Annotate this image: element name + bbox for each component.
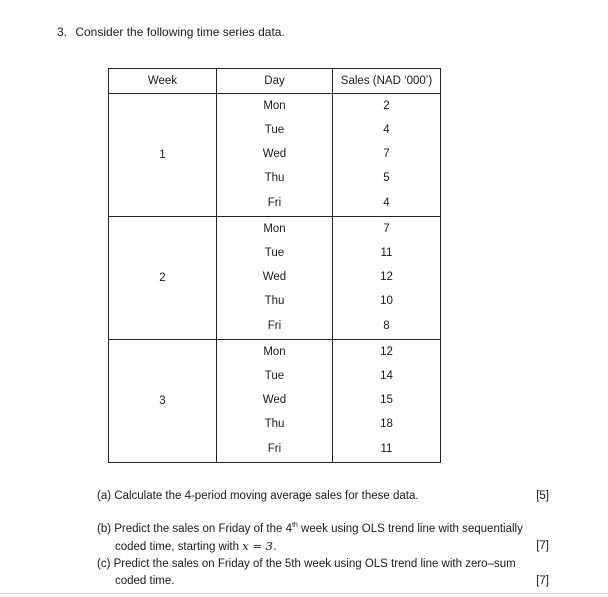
table-row xyxy=(109,217,441,242)
part-a-marks: [5] xyxy=(536,490,549,502)
sales-cell: 7 xyxy=(333,142,441,166)
sales-cell: 11 xyxy=(333,241,441,265)
sales-header: Sales (NAD ‘000’) xyxy=(333,69,441,94)
week-cell: 3 xyxy=(109,340,217,463)
part-c-line2: coded time. xyxy=(115,575,175,587)
day-cell: Thu xyxy=(217,166,333,190)
part-b-text: Predict the sales on Friday of the 4 xyxy=(114,523,292,535)
part-b xyxy=(97,521,549,556)
day-cell: Wed xyxy=(217,265,333,289)
day-cell: Fri xyxy=(217,313,333,340)
sales-cell: 2 xyxy=(333,94,441,119)
question-heading xyxy=(57,25,285,39)
day-cell: Thu xyxy=(217,412,333,436)
part-c-label: (c) xyxy=(97,558,111,570)
part-a-text: Calculate the 4-period moving average sales for these data. xyxy=(114,490,419,502)
sales-cell: 14 xyxy=(333,364,441,388)
part-c-text: Predict the sales on Friday of the 5th week using OLS trend line with zero–sum xyxy=(113,558,516,570)
week-cell: 2 xyxy=(109,217,217,340)
day-cell: Fri xyxy=(217,436,333,463)
day-cell: Tue xyxy=(217,241,333,265)
sales-cell: 10 xyxy=(333,289,441,313)
sales-cell: 18 xyxy=(333,412,441,436)
day-header: Day xyxy=(217,69,333,94)
day-cell: Wed xyxy=(217,388,333,412)
sales-cell: 4 xyxy=(333,190,441,217)
week-header: Week xyxy=(109,69,217,94)
sales-cell: 15 xyxy=(333,388,441,412)
part-b-marks: [7] xyxy=(536,540,549,552)
part-a xyxy=(97,488,549,505)
week-cell: 1 xyxy=(109,94,217,217)
sales-cell: 4 xyxy=(333,118,441,142)
day-cell: Fri xyxy=(217,190,333,217)
sales-cell: 8 xyxy=(333,313,441,340)
bottom-rule xyxy=(0,593,608,594)
part-b-line2: coded time, starting with xyxy=(115,541,243,553)
day-cell: Mon xyxy=(217,217,333,242)
table-row xyxy=(109,340,441,365)
day-cell: Tue xyxy=(217,118,333,142)
sales-cell: 11 xyxy=(333,436,441,463)
day-cell: Mon xyxy=(217,94,333,119)
table-header-row xyxy=(109,69,441,94)
day-cell: Tue xyxy=(217,364,333,388)
day-cell: Wed xyxy=(217,142,333,166)
part-b-superscript: th xyxy=(291,522,298,530)
time-series-table xyxy=(108,68,441,463)
part-b-label: (b) xyxy=(97,523,112,535)
part-c xyxy=(97,556,549,590)
part-a-label: (a) xyxy=(97,490,112,502)
table-row xyxy=(109,94,441,119)
part-b-text-continued: week using OLS trend line with sequentially xyxy=(297,523,523,535)
part-c-marks: [7] xyxy=(536,575,549,587)
question-text: Consider the following time series data. xyxy=(75,25,285,39)
day-cell: Mon xyxy=(217,340,333,365)
part-b-math: x = 3. xyxy=(242,539,277,553)
sales-cell: 7 xyxy=(333,217,441,242)
day-cell: Thu xyxy=(217,289,333,313)
sales-cell: 12 xyxy=(333,340,441,365)
sales-cell: 5 xyxy=(333,166,441,190)
sales-cell: 12 xyxy=(333,265,441,289)
question-parts xyxy=(97,488,549,590)
question-number: 3. xyxy=(57,25,68,39)
